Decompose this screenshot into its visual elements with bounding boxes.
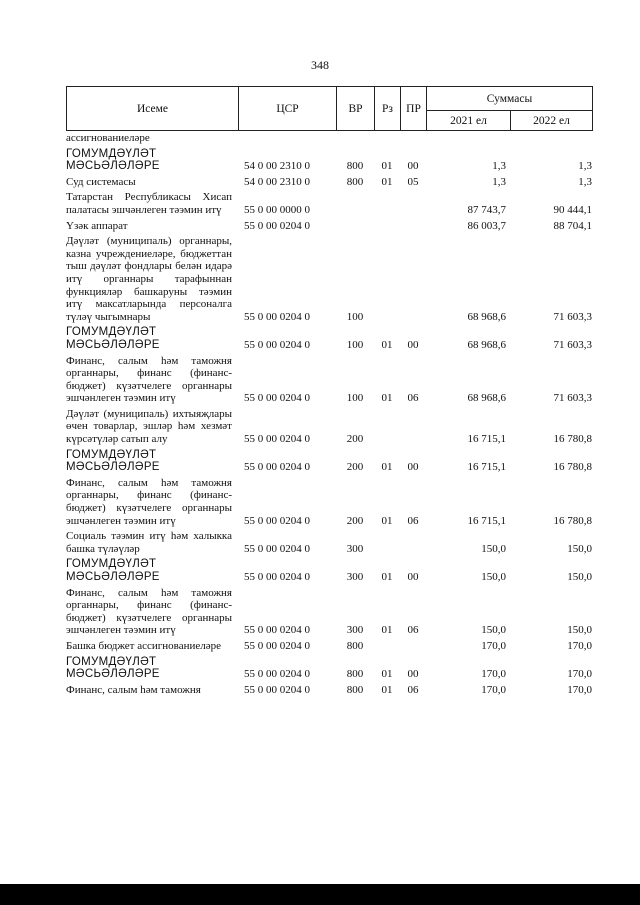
row-vr: 800: [346, 683, 364, 696]
row-vr: 100: [346, 392, 364, 405]
header-csr: ЦСР: [239, 87, 337, 131]
row-name: Финанс, салым һәм таможня: [66, 683, 201, 696]
row-rz: 01: [381, 392, 393, 405]
row-sum-2021: 87 743,7: [467, 203, 506, 216]
row-pr: [400, 190, 426, 218]
row-pr: [400, 131, 426, 147]
table-row: [66, 147, 592, 175]
row-pr: 00: [407, 461, 419, 474]
row-csr: 55 0 00 0204 0: [244, 433, 310, 446]
row-csr: 55 0 00 0204 0: [244, 639, 310, 652]
table-row: [66, 131, 592, 147]
table-row: [66, 407, 592, 448]
row-sum-2022: 170,0: [567, 668, 592, 681]
budget-table: [66, 131, 592, 698]
row-name: Социаль тәэмин итү һәм халыкка башка түләүләр: [66, 530, 232, 555]
table-row: [66, 190, 592, 218]
row-name: ГОМУМДӘҮЛӘТ МӘСЬӘЛӘЛӘРЕ: [66, 448, 160, 474]
row-sum-2021: 68 968,6: [467, 338, 506, 351]
header-pr: ПР: [401, 87, 427, 131]
table-row: [66, 529, 592, 557]
row-vr: [336, 131, 374, 147]
row-csr: 55 0 00 0000 0: [244, 203, 310, 216]
row-sum-2021: 16 715,1: [467, 461, 506, 474]
row-csr: 55 0 00 0204 0: [244, 338, 310, 351]
row-rz: 01: [381, 175, 393, 188]
row-pr: [400, 234, 426, 325]
row-rz: 01: [381, 338, 393, 351]
row-pr: 06: [407, 514, 419, 527]
row-sum-2022: 150,0: [567, 542, 592, 555]
table-row: [66, 448, 592, 476]
row-pr: [400, 219, 426, 235]
row-name: Финанс, салым һәм таможня органнары, финанс (финанс-бюджет) күзәтчелеге органнары эшчәнлеген тәэмин итү: [66, 354, 232, 405]
row-vr: 800: [346, 668, 364, 681]
header-name: Исеме: [67, 87, 239, 131]
row-sum-2021: 170,0: [481, 683, 506, 696]
row-rz: 01: [381, 461, 393, 474]
header-2022: 2022 ел: [511, 111, 593, 131]
row-name: ГОМУМДӘҮЛӘТ МӘСЬӘЛӘЛӘРЕ: [66, 326, 160, 351]
row-sum-2021: 68 968,6: [467, 392, 506, 405]
row-vr: 100: [346, 338, 364, 351]
header-rz: Рз: [375, 87, 401, 131]
row-csr: 55 0 00 0204 0: [244, 310, 310, 323]
row-sum-2022: 170,0: [567, 639, 592, 652]
row-name: Башка бюджет ассигнованиеләре: [66, 639, 221, 652]
row-vr: 300: [346, 571, 364, 583]
row-sum-2022: 88 704,1: [553, 219, 592, 232]
row-vr: 200: [346, 514, 364, 527]
row-name: ГОМУМДӘҮЛӘТ МӘСЬӘЛӘЛӘРЕ: [66, 147, 160, 173]
row-sum-2022: 1,3: [578, 175, 592, 188]
row-sum-2022: 16 780,8: [553, 433, 592, 446]
row-name: Дәүләт (муниципаль) ихтыяҗлары өчен товарлар, эшләр һәм хезмәт күрсәтүләр сатып алу: [66, 407, 232, 446]
row-rz: 01: [381, 624, 393, 637]
table-row: [66, 557, 592, 585]
row-sum-2021: 68 968,6: [467, 310, 506, 323]
row-sum-2021: 150,0: [481, 571, 506, 583]
row-csr: 55 0 00 0204 0: [244, 392, 310, 405]
row-name: ГОМУМДӘҮЛӘТ МӘСЬӘЛӘЛӘРЕ: [66, 558, 160, 583]
row-sum-2022: 150,0: [567, 624, 592, 637]
row-rz: 01: [381, 683, 393, 696]
table-row: [66, 476, 592, 529]
row-vr: 200: [346, 461, 364, 474]
row-sum-2022: 71 603,3: [553, 392, 592, 405]
row-pr: 05: [407, 175, 419, 188]
row-sum-2022: 170,0: [567, 683, 592, 696]
row-name: ГОМУМДӘҮЛӘТ МӘСЬӘЛӘЛӘРЕ: [66, 655, 160, 681]
row-vr: 800: [346, 160, 364, 173]
header-2021: 2021 ел: [427, 111, 511, 131]
row-pr: 00: [407, 668, 419, 681]
row-rz: [374, 639, 400, 655]
row-sum-2021: 170,0: [481, 668, 506, 681]
row-vr: 800: [346, 639, 364, 652]
header-sums: Суммасы: [427, 87, 593, 111]
row-pr: [400, 407, 426, 448]
row-name: Татарстан Республикасы Хисап палатасы эшчәнлеген тәэмин итү: [66, 191, 232, 216]
row-pr: 06: [407, 624, 419, 637]
row-pr: 00: [407, 571, 419, 583]
row-vr: [336, 219, 374, 235]
table-row: [66, 219, 592, 235]
row-rz: [374, 219, 400, 235]
table-row: [66, 354, 592, 407]
table-row: [66, 234, 592, 325]
row-sum-2021: 150,0: [481, 624, 506, 637]
row-name: ассигнованиеләре: [66, 132, 150, 144]
row-sum-2022: 150,0: [567, 571, 592, 583]
table-row: [66, 639, 592, 655]
table-row: [66, 655, 592, 683]
row-sum-2021: 86 003,7: [467, 219, 506, 232]
header-vr: ВР: [337, 87, 375, 131]
row-rz: [374, 131, 400, 147]
row-csr: [238, 131, 336, 147]
row-csr: 55 0 00 0204 0: [244, 668, 310, 681]
row-pr: 00: [407, 338, 419, 351]
row-name: Суд системасы: [66, 175, 136, 188]
row-sum-2022: 90 444,1: [553, 203, 592, 216]
table-row: [66, 683, 592, 699]
row-sum-2021: 150,0: [481, 542, 506, 555]
row-rz: 01: [381, 160, 393, 173]
row-pr: 06: [407, 392, 419, 405]
row-csr: 54 0 00 2310 0: [244, 175, 310, 188]
row-rz: [374, 529, 400, 557]
row-name: Үзәк аппарат: [66, 219, 128, 232]
row-pr: [400, 639, 426, 655]
row-csr: 55 0 00 0204 0: [244, 461, 310, 474]
row-csr: 55 0 00 0204 0: [244, 683, 310, 696]
table-header: [66, 86, 593, 131]
row-pr: [400, 529, 426, 557]
row-csr: 55 0 00 0204 0: [244, 514, 310, 527]
row-sum-2022: 16 780,8: [553, 514, 592, 527]
row-name: Дәүләт (муниципаль) органнары, казна учреждениеләре, бюджеттан тыш дәүләт фондлары белән идарә итү органнары тарафыннан функцияләр башкаруны тәэмин итү максатларында персоналга түләү чыгымнары: [66, 235, 232, 323]
row-sum-2021: 16 715,1: [467, 514, 506, 527]
row-rz: 01: [381, 571, 393, 583]
row-sum-2022: 71 603,3: [553, 338, 592, 351]
row-vr: 800: [346, 175, 364, 188]
row-sum-2021: [426, 131, 510, 147]
row-sum-2021: 16 715,1: [467, 433, 506, 446]
row-csr: 54 0 00 2310 0: [244, 160, 310, 173]
row-rz: 01: [381, 514, 393, 527]
table-row: [66, 325, 592, 353]
row-rz: [374, 234, 400, 325]
row-sum-2021: 1,3: [492, 160, 506, 173]
row-rz: 01: [381, 668, 393, 681]
row-vr: 100: [346, 310, 364, 323]
row-csr: 55 0 00 0204 0: [244, 542, 310, 555]
row-vr: 300: [346, 624, 364, 637]
row-csr: 55 0 00 0204 0: [244, 571, 310, 583]
row-csr: 55 0 00 0204 0: [244, 624, 310, 637]
row-sum-2021: 170,0: [481, 639, 506, 652]
row-sum-2022: 16 780,8: [553, 461, 592, 474]
row-name: Финанс, салым һәм таможня органнары, финанс (финанс-бюджет) күзәтчелеге органнары эшчәнлеген тәэмин итү: [66, 586, 232, 637]
page-number: 348: [311, 58, 329, 72]
row-pr: 00: [407, 160, 419, 173]
row-sum-2022: [510, 131, 592, 147]
table-row: [66, 175, 592, 191]
row-vr: [336, 190, 374, 218]
row-vr: 300: [346, 542, 364, 555]
row-name: Финанс, салым һәм таможня органнары, финанс (финанс-бюджет) күзәтчелеге органнары эшчәнлеген тәэмин итү: [66, 476, 232, 527]
row-sum-2022: 1,3: [578, 160, 592, 173]
row-pr: 06: [407, 683, 419, 696]
row-vr: 200: [346, 433, 364, 446]
row-sum-2021: 1,3: [492, 175, 506, 188]
row-sum-2022: 71 603,3: [553, 310, 592, 323]
table-row: [66, 586, 592, 639]
scan-bottom-edge: [0, 884, 640, 905]
row-rz: [374, 190, 400, 218]
row-rz: [374, 407, 400, 448]
row-csr: 55 0 00 0204 0: [244, 219, 310, 232]
